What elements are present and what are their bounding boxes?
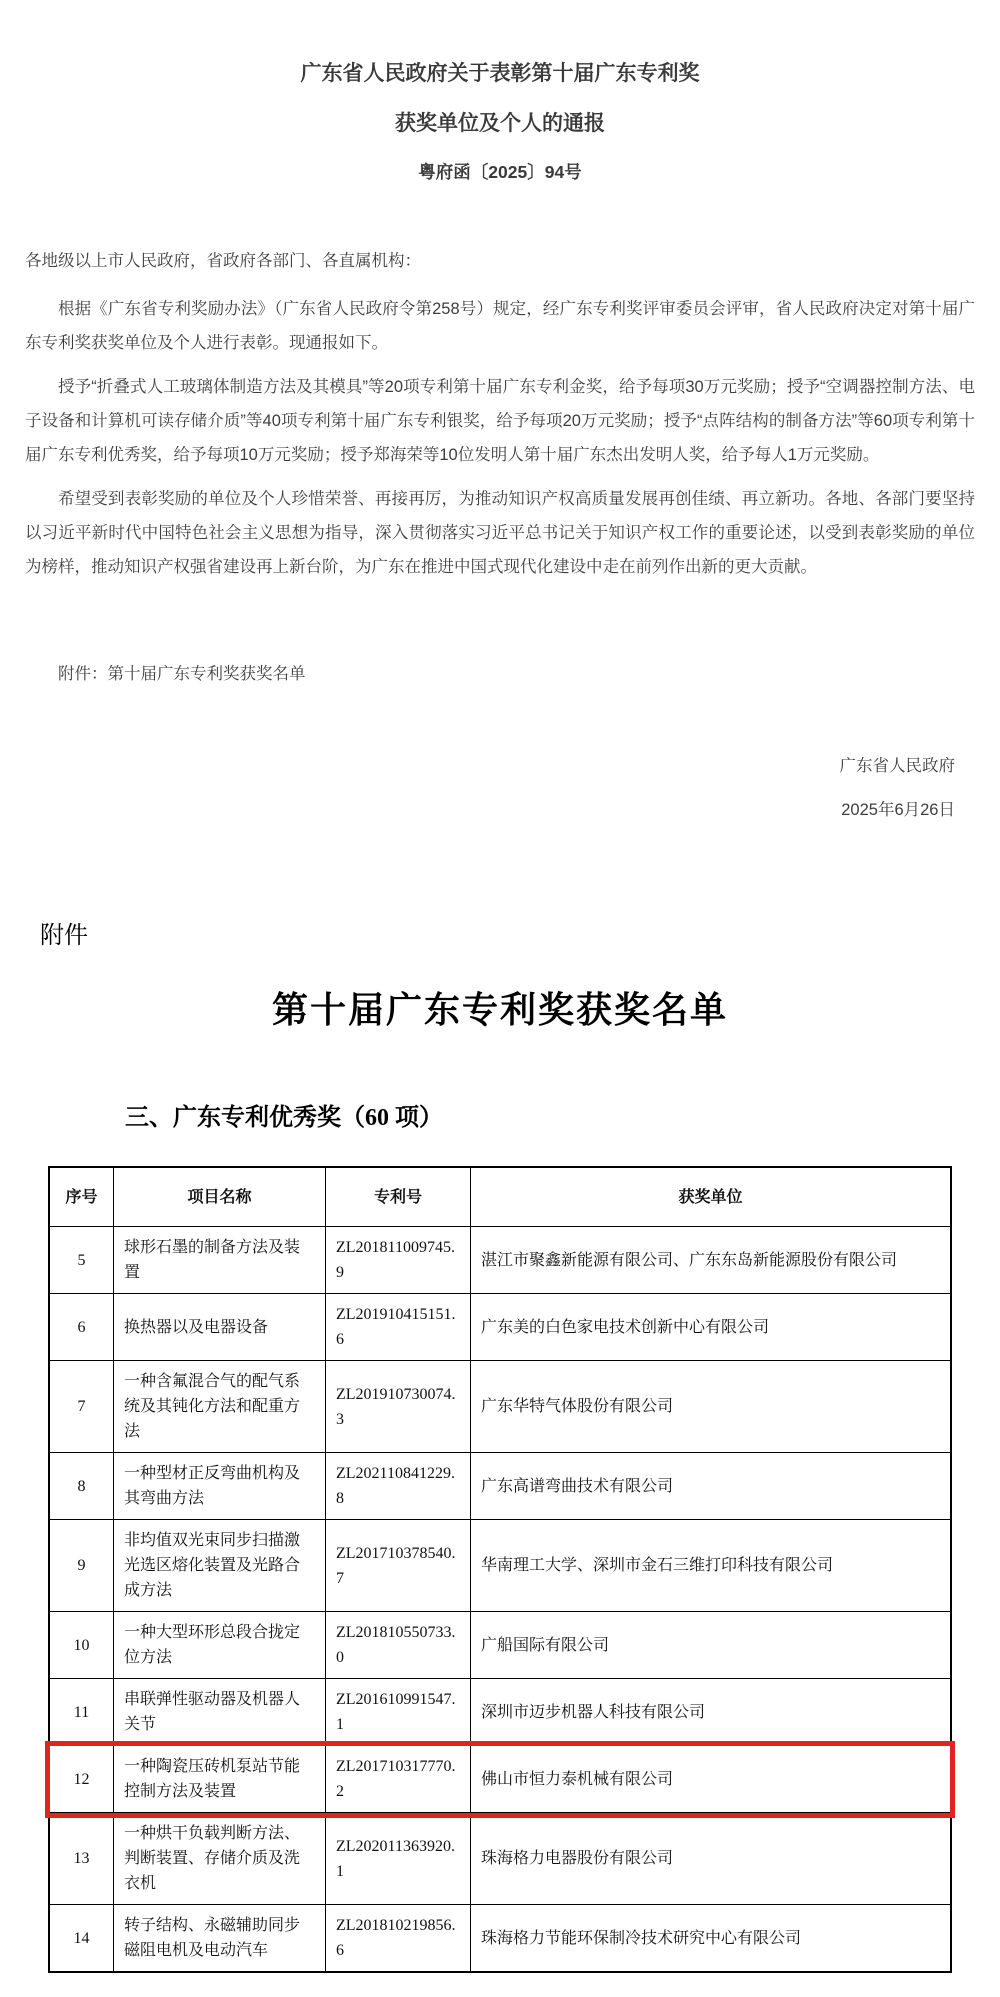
table-row	[50, 1813, 950, 1905]
row-name: 一种烘干负载判断方法、判断装置、存储介质及洗衣机	[114, 1813, 326, 1904]
table-row	[50, 1905, 950, 1971]
row-no: 7	[50, 1361, 114, 1452]
attachment-title: 第十届广东专利奖获奖名单	[271, 990, 728, 1030]
row-patent: ZL201810550733. 0	[326, 1612, 471, 1678]
row-name: 转子结构、永磁辅助同步磁阻电机及电动汽车	[114, 1905, 326, 1971]
table-row	[50, 1679, 950, 1746]
attachment-note: 附件：第十届广东专利奖获奖名单	[58, 665, 306, 683]
row-no: 13	[50, 1813, 114, 1904]
row-name: 一种大型环形总段合拢定位方法	[114, 1612, 326, 1678]
row-patent: ZL202110841229. 8	[326, 1453, 471, 1519]
doc-number: 粤府函〔2025〕94号	[418, 162, 582, 182]
row-patent: ZL201610991547. 1	[326, 1679, 471, 1745]
header-no: 序号	[50, 1168, 114, 1226]
row-no: 9	[50, 1520, 114, 1611]
row-name: 串联弹性驱动器及机器人关节	[114, 1679, 326, 1745]
row-patent: ZL202011363920. 1	[326, 1813, 471, 1904]
signature-block	[25, 751, 975, 825]
row-patent: ZL201710317770. 2	[326, 1746, 471, 1812]
row-org: 广东高谱弯曲技术有限公司	[481, 1477, 674, 1495]
header-patent: 专利号	[326, 1168, 471, 1226]
row-patent: ZL201710378540. 7	[326, 1520, 471, 1611]
table-row	[50, 1294, 950, 1361]
award-table	[48, 1166, 952, 1973]
row-no: 10	[50, 1612, 114, 1678]
table-row	[50, 1227, 950, 1294]
doc-title-line2: 获奖单位及个人的通报	[395, 112, 605, 135]
doc-body	[0, 246, 1000, 825]
issue-date: 2025年6月26日	[841, 801, 955, 819]
row-org: 佛山市恒力泰机械有限公司	[481, 1770, 674, 1788]
row-org: 深圳市迈步机器人科技有限公司	[481, 1703, 706, 1721]
row-org: 广东美的白色家电技术创新中心有限公司	[481, 1318, 770, 1336]
issuer: 广东省人民政府	[839, 757, 955, 775]
row-no: 5	[50, 1227, 114, 1293]
row-name: 一种陶瓷压砖机泵站节能控制方法及装置	[114, 1746, 326, 1812]
row-org: 湛江市聚鑫新能源有限公司、广东东岛新能源股份有限公司	[481, 1251, 898, 1269]
table-row	[50, 1520, 950, 1612]
paragraph-3: 希望受到表彰奖励的单位及个人珍惜荣誉、再接再厉，为推动知识产权高质量发展再创佳绩、再立新功。各地、各部门要坚持以习近平新时代中国特色社会主义思想为指导，深入贯彻落实习近平总书记关于知识产权工作的重要论述，以受到表彰奖励的单位为榜样，推动知识产权强省建设再上新台阶，为广东在推进中国式现代化建设中走在前列作出新的更大贡献。	[25, 490, 975, 576]
row-patent: ZL201810219856. 6	[326, 1905, 471, 1971]
row-name: 球形石墨的制备方法及装置	[114, 1227, 326, 1293]
row-patent: ZL201811009745. 9	[326, 1227, 471, 1293]
salutation: 各地级以上市人民政府，省政府各部门、各直属机构：	[25, 252, 421, 270]
paragraph-1: 根据《广东省专利奖励办法》（广东省人民政府令第258号）规定，经广东专利奖评审委员会评审，省人民政府决定对第十届广东专利奖获奖单位及个人进行表彰。现通报如下。	[25, 300, 975, 352]
row-org: 华南理工大学、深圳市金石三维打印科技有限公司	[481, 1557, 834, 1574]
row-name: 一种含氟混合气的配气系统及其钝化方法和配重方法	[114, 1361, 326, 1452]
row-no: 8	[50, 1453, 114, 1519]
table-row	[50, 1453, 950, 1520]
row-no: 14	[50, 1905, 114, 1971]
row-no: 11	[50, 1679, 114, 1745]
row-org: 广东华特气体股份有限公司	[481, 1398, 674, 1415]
doc-header	[0, 60, 1000, 184]
doc-title-line1: 广东省人民政府关于表彰第十届广东专利奖	[300, 62, 700, 85]
row-name: 非均值双光束同步扫描激光选区熔化装置及光路合成方法	[114, 1520, 326, 1611]
header-org: 获奖单位	[678, 1188, 743, 1206]
row-no: 6	[50, 1294, 114, 1360]
header-name: 项目名称	[114, 1168, 326, 1226]
table-row	[50, 1612, 950, 1679]
row-no: 12	[50, 1746, 114, 1812]
row-patent: ZL201910730074. 3	[326, 1361, 471, 1452]
table-row	[50, 1361, 950, 1453]
row-org: 广船国际有限公司	[481, 1636, 610, 1654]
section-heading: 三、广东专利优秀奖（60 项）	[125, 1105, 443, 1131]
attachment-label: 附件	[40, 923, 88, 949]
row-patent: ZL201910415151. 6	[326, 1294, 471, 1360]
paragraph-2: 授予“折叠式人工玻璃体制造方法及其模具”等20项专利第十届广东专利金奖，给予每项30万元奖励；授予“空调器控制方法、电子设备和计算机可读存储介质”等40项专利第十届广东专利银奖，给予每项20万元奖励；授予“点阵结构的制备方法”等60项专利第十届广东专利优秀奖，给予每项10万元奖励；授予郑海荣等10位发明人第十届广东杰出发明人奖，给予每人1万元奖励。	[25, 378, 975, 464]
row-org: 珠海格力节能环保制冷技术研究中心有限公司	[481, 1929, 802, 1947]
table-row-highlighted	[50, 1746, 950, 1813]
row-name: 一种型材正反弯曲机构及其弯曲方法	[114, 1453, 326, 1519]
row-org: 珠海格力电器股份有限公司	[481, 1850, 674, 1867]
row-name: 换热器以及电器设备	[114, 1294, 326, 1360]
attachment-section	[0, 920, 1000, 1973]
table-header-row	[50, 1168, 950, 1227]
